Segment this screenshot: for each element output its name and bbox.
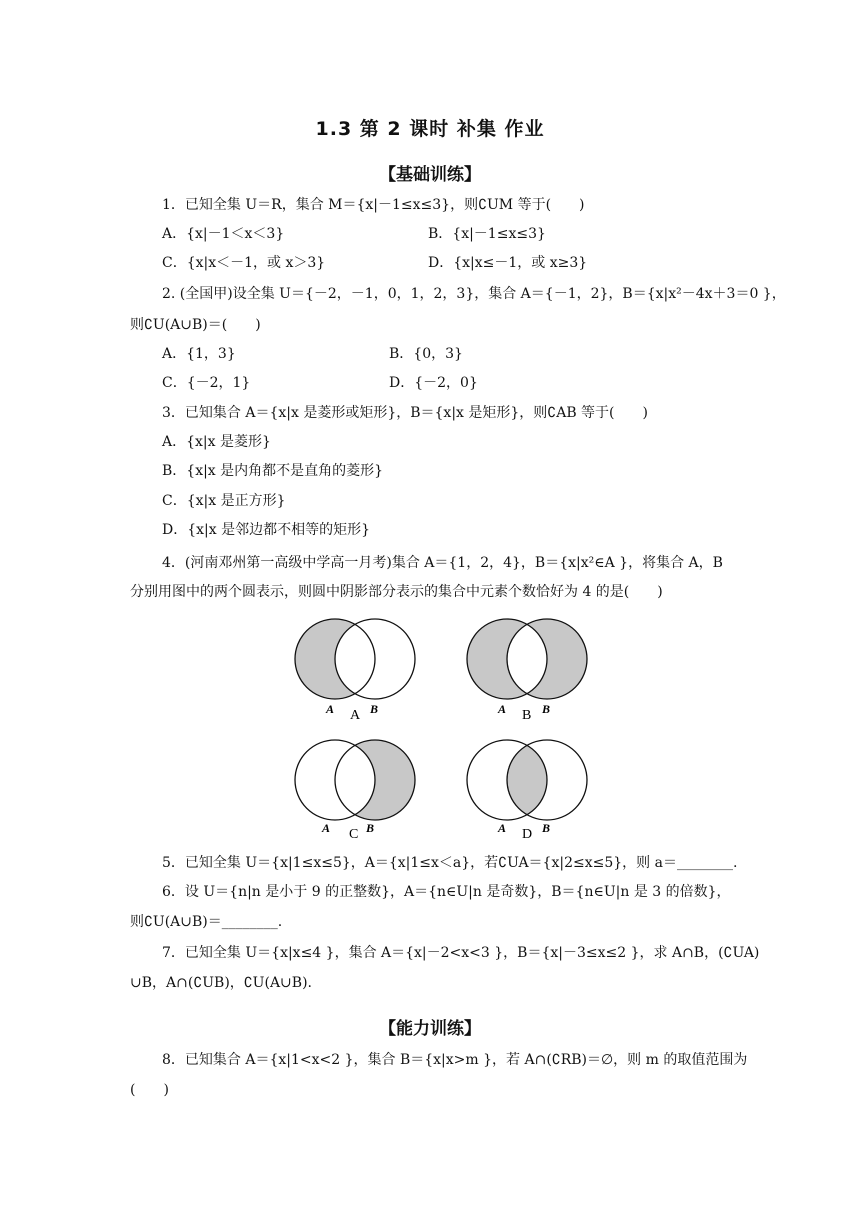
q1-option-b: B．{x|－1≤x≤3} — [428, 226, 546, 242]
venn-diagrams — [280, 612, 610, 852]
q3-option-b: B．{x|x 是内角都不是直角的菱形} — [162, 463, 384, 479]
venn-a-label-b: B — [370, 702, 379, 716]
q3-option-a: A．{x|x 是菱形} — [162, 434, 271, 450]
q1-option-a: A．{x|－1＜x＜3} — [162, 226, 285, 242]
question-1: 1．已知全集 U＝R，集合 M＝{x|－1≤x≤3}，则∁UM 等于( ) — [162, 197, 585, 213]
venn-b-label-b: B — [542, 702, 551, 716]
venn-b-label-a: A — [498, 702, 507, 716]
section-ability-heading: 【能力训练】 — [379, 1019, 481, 1039]
q2-option-a: A．{1，3} — [162, 346, 236, 362]
venn-a-caption: A — [350, 708, 361, 723]
question-5: 5．已知全集 U＝{x|1≤x≤5}，A＝{x|1≤x＜a}，若∁UA＝{x|2≤x≤5}，则 a＝________. — [162, 855, 738, 871]
question-2-cont: 则∁U(A∪B)＝( ) — [130, 317, 261, 333]
q2-option-c: C．{－2，1} — [162, 375, 251, 391]
q1-option-d: D．{x|x≤－1，或 x≥3} — [428, 255, 588, 271]
q3-option-d: D．{x|x 是邻边都不相等的矩形} — [162, 522, 370, 538]
venn-c-label-a: A — [322, 821, 331, 835]
venn-c-label-b: B — [366, 821, 375, 835]
question-7: 7．已知全集 U＝{x|x≤4 }，集合 A＝{x|－2<x<3 }，B＝{x|－3≤x≤2 }，求 A∩B，(∁UA) — [162, 945, 760, 961]
question-8: 8．已知集合 A＝{x|1<x<2 }，集合 B＝{x|x>m }，若 A∩(∁RB)＝∅，则 m 的取值范围为 — [162, 1052, 748, 1068]
section-basic-heading: 【基础训练】 — [379, 165, 481, 185]
venn-option-d[interactable] — [467, 740, 587, 842]
venn-d-caption: D — [522, 827, 533, 842]
question-6: 6．设 U＝{n|n 是小于 9 的正整数}，A＝{n∈U|n 是奇数}，B＝{n∈U|n 是 3 的倍数}， — [162, 884, 731, 900]
question-3: 3．已知集合 A＝{x|x 是菱形或矩形}，B＝{x|x 是矩形}，则∁AB 等于( ) — [162, 405, 648, 421]
venn-c-caption: C — [349, 827, 359, 842]
question-4: 4．(河南邓州第一高级中学高一月考)集合 A＝{1，2，4}，B＝{x|x²∈A }，将集合 A，B — [162, 555, 723, 571]
venn-d-label-b: B — [542, 821, 551, 835]
venn-option-c[interactable] — [295, 740, 415, 842]
q2-option-b: B．{0，3} — [389, 346, 463, 362]
venn-option-a[interactable] — [295, 619, 415, 723]
page-title: 1.3 第 2 课时 补集 作业 — [315, 118, 545, 140]
venn-d-label-a: A — [498, 821, 507, 835]
venn-option-b[interactable] — [467, 619, 587, 723]
venn-a-label-a: A — [326, 702, 335, 716]
question-4-cont: 分别用图中的两个圆表示，则圆中阴影部分表示的集合中元素个数恰好为 4 的是( ) — [130, 584, 663, 600]
question-2: 2. (全国甲)设全集 U＝{－2，－1，0，1，2，3}，集合 A＝{－1，2}，B＝{x|x²－4x＋3＝0 }， — [162, 286, 786, 302]
q2-option-d: D．{－2，0} — [389, 375, 478, 391]
question-8-cont: ( ) — [130, 1082, 169, 1098]
question-7-cont: ∪B，A∩(∁UB)，∁U(A∪B). — [130, 975, 312, 991]
question-6-cont: 则∁U(A∪B)＝________. — [130, 914, 283, 930]
q3-option-c: C．{x|x 是正方形} — [162, 493, 286, 509]
q1-option-c: C．{x|x＜－1，或 x＞3} — [162, 255, 326, 271]
venn-b-caption: B — [522, 708, 532, 723]
